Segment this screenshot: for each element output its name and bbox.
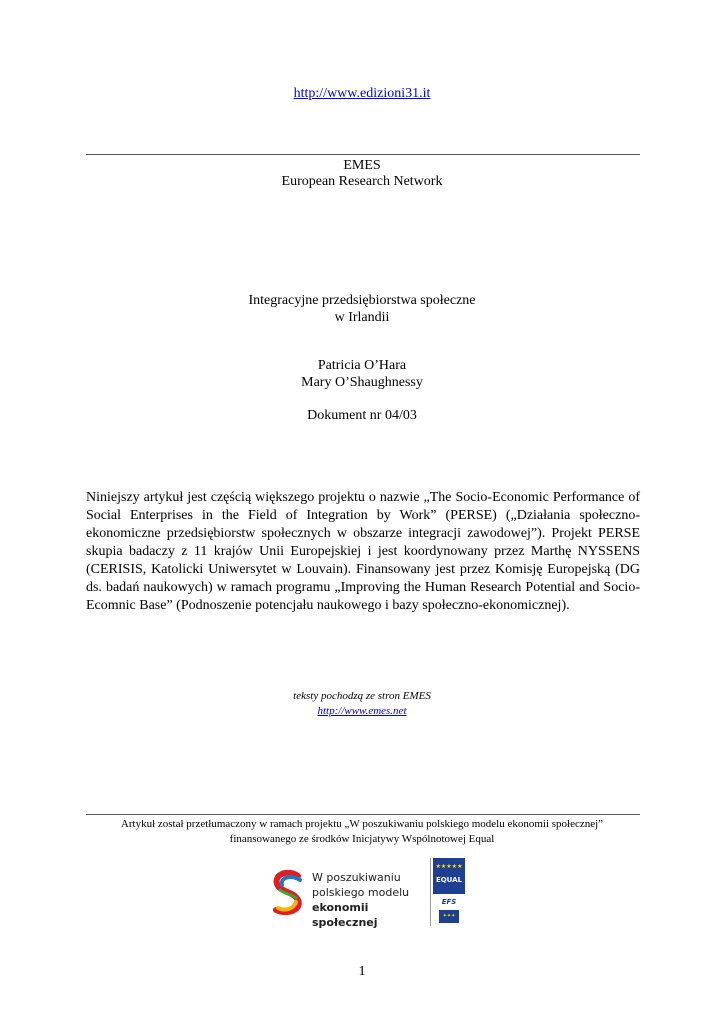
author-1: Patricia O’Hara [317, 358, 407, 373]
logo-text-line3: ekonomii społecznej [312, 901, 378, 929]
author-2: Mary O’Shaughnessy [301, 375, 423, 390]
equal-efs-logo [430, 858, 465, 926]
footer-line2: finansowanego ze środków Inicjatywy Wspólnotowej Equal [229, 833, 495, 845]
document-title-line1: Integracyjne przedsiębiorstwa społeczne [248, 293, 476, 308]
logo-text-line1: W poszukiwaniu [312, 871, 401, 884]
header-url[interactable]: http://www.edizioni31.it [293, 86, 431, 101]
efs-label: EFS [441, 898, 457, 906]
source-note: teksty pochodzą ze stron EMES [293, 690, 431, 702]
abstract-paragraph: Niniejszy artykuł jest częścią większego projektu o nazwie „The Socio-Economic Performance of Social Enterprises in the Field of Integration by Work” (PERSE) („Działania społeczno-ekonomiczne przedsiębiorstw społecznych w obszarze integracji zawodowej”). Projekt PERSE skupia badaczy z 11 krajów Unii Europejskiej i jest koordynowany przez Marthę NYSSENS (CERISIS, Katolicki Uniwersytet w Louvain). Finansowany jest przez Komisję Europejską (DG ds. badań naukowych) w ramach programu „Improving the Human Research Potential and Socio-Ecomnic Base” (Podnoszenie potencjału naukowego i bazy społeczno-ekonomicznej). [86, 490, 640, 613]
org-subtitle: European Research Network [281, 174, 443, 189]
page-number: 1 [358, 964, 366, 979]
eu-flag-icon: ✦✦✦ [439, 910, 459, 923]
source-url[interactable]: http://www.emes.net [317, 705, 407, 717]
top-divider [86, 154, 640, 155]
equal-label: EQUAL [435, 876, 463, 884]
social-economy-logo [270, 868, 430, 929]
logo-text-line2: polskiego modelu [312, 886, 410, 899]
org-name: EMES [343, 158, 381, 173]
document-title-line2: w Irlandii [334, 310, 390, 325]
footer-divider [86, 814, 640, 815]
document-number: Dokument nr 04/03 [307, 408, 417, 423]
swirl-s-icon [270, 870, 306, 916]
eu-stars-icon: ★★★★★ [435, 863, 463, 870]
footer-line1: Artykuł został przetłumaczony w ramach projektu „W poszukiwaniu polskiego modelu ekonomii społecznej” [120, 818, 604, 830]
equal-badge [433, 858, 465, 894]
